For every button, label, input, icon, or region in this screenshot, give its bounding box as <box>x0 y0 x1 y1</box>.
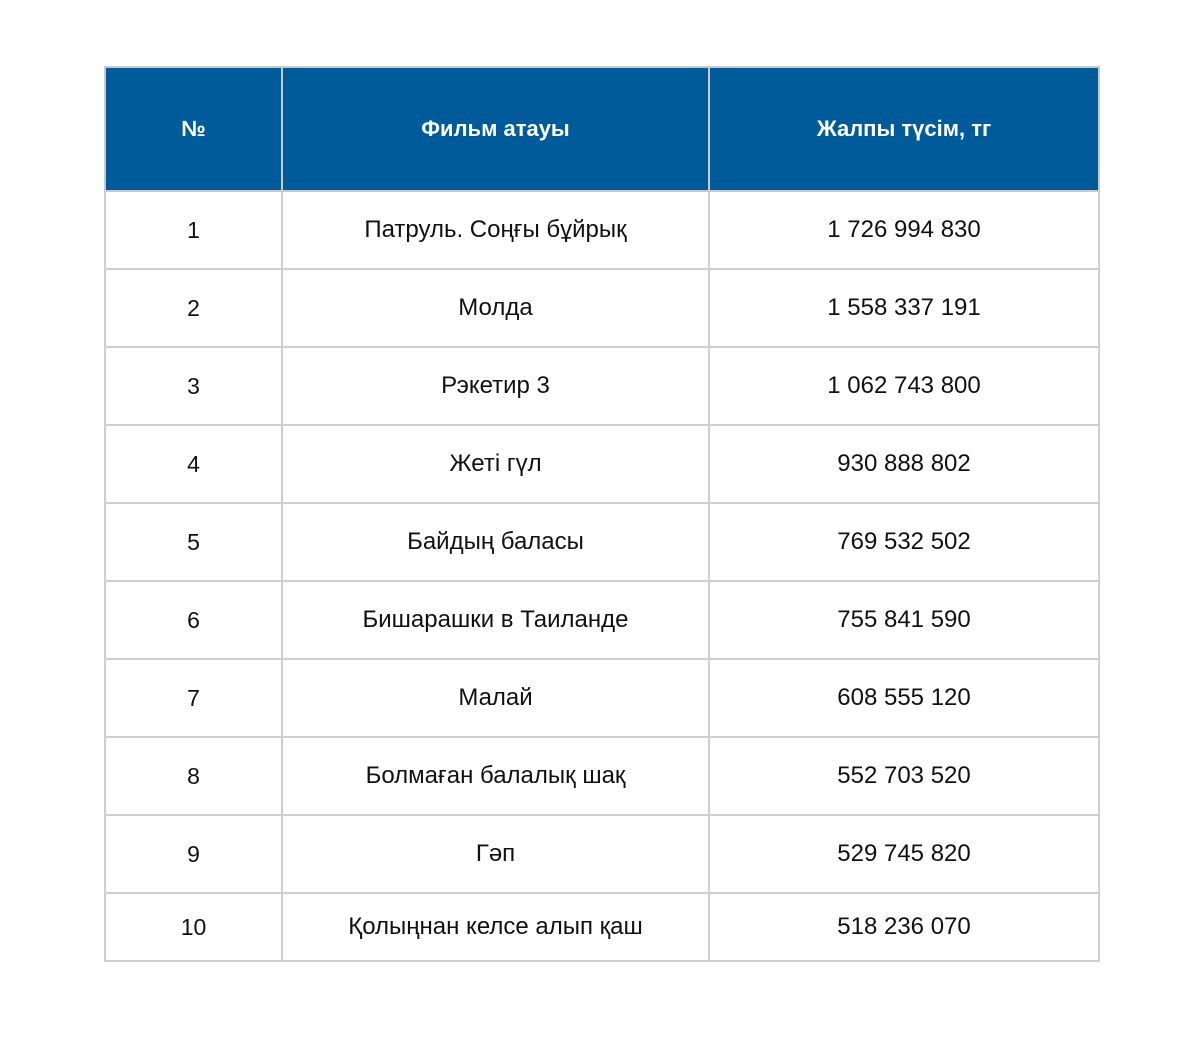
table-row <box>105 191 1099 269</box>
film-title: Рэкетир 3 <box>282 347 709 425</box>
table-row <box>105 503 1099 581</box>
film-title: Гәп <box>282 815 709 893</box>
total-gross: 769 532 502 <box>709 503 1099 581</box>
header-film-title: Фильм атауы <box>282 67 709 191</box>
row-number: 1 <box>105 191 282 269</box>
row-number: 9 <box>105 815 282 893</box>
total-gross: 930 888 802 <box>709 425 1099 503</box>
row-number: 6 <box>105 581 282 659</box>
row-number: 8 <box>105 737 282 815</box>
row-number: 4 <box>105 425 282 503</box>
row-number: 7 <box>105 659 282 737</box>
total-gross: 1 726 994 830 <box>709 191 1099 269</box>
table-row <box>105 893 1099 961</box>
header-total-gross: Жалпы түсім, тг <box>709 67 1099 191</box>
table-row <box>105 269 1099 347</box>
table-row <box>105 581 1099 659</box>
row-number: 10 <box>105 893 282 961</box>
table-header <box>105 67 1099 191</box>
film-title: Молда <box>282 269 709 347</box>
row-number: 5 <box>105 503 282 581</box>
film-title: Болмаған балалық шақ <box>282 737 709 815</box>
total-gross: 1 558 337 191 <box>709 269 1099 347</box>
film-title: Байдың баласы <box>282 503 709 581</box>
table-row <box>105 815 1099 893</box>
total-gross: 755 841 590 <box>709 581 1099 659</box>
total-gross: 1 062 743 800 <box>709 347 1099 425</box>
table-body <box>105 191 1099 961</box>
total-gross: 529 745 820 <box>709 815 1099 893</box>
total-gross: 518 236 070 <box>709 893 1099 961</box>
table-row <box>105 659 1099 737</box>
table-row <box>105 347 1099 425</box>
film-title: Бишарашки в Таиланде <box>282 581 709 659</box>
header-row <box>105 67 1099 191</box>
film-title: Патруль. Соңғы бұйрық <box>282 191 709 269</box>
row-number: 3 <box>105 347 282 425</box>
box-office-table <box>104 66 1100 962</box>
total-gross: 552 703 520 <box>709 737 1099 815</box>
total-gross: 608 555 120 <box>709 659 1099 737</box>
row-number: 2 <box>105 269 282 347</box>
table-row <box>105 737 1099 815</box>
film-title: Малай <box>282 659 709 737</box>
header-number: № <box>105 67 282 191</box>
film-title: Жеті гүл <box>282 425 709 503</box>
film-title: Қолыңнан келсе алып қаш <box>282 893 709 961</box>
table-row <box>105 425 1099 503</box>
